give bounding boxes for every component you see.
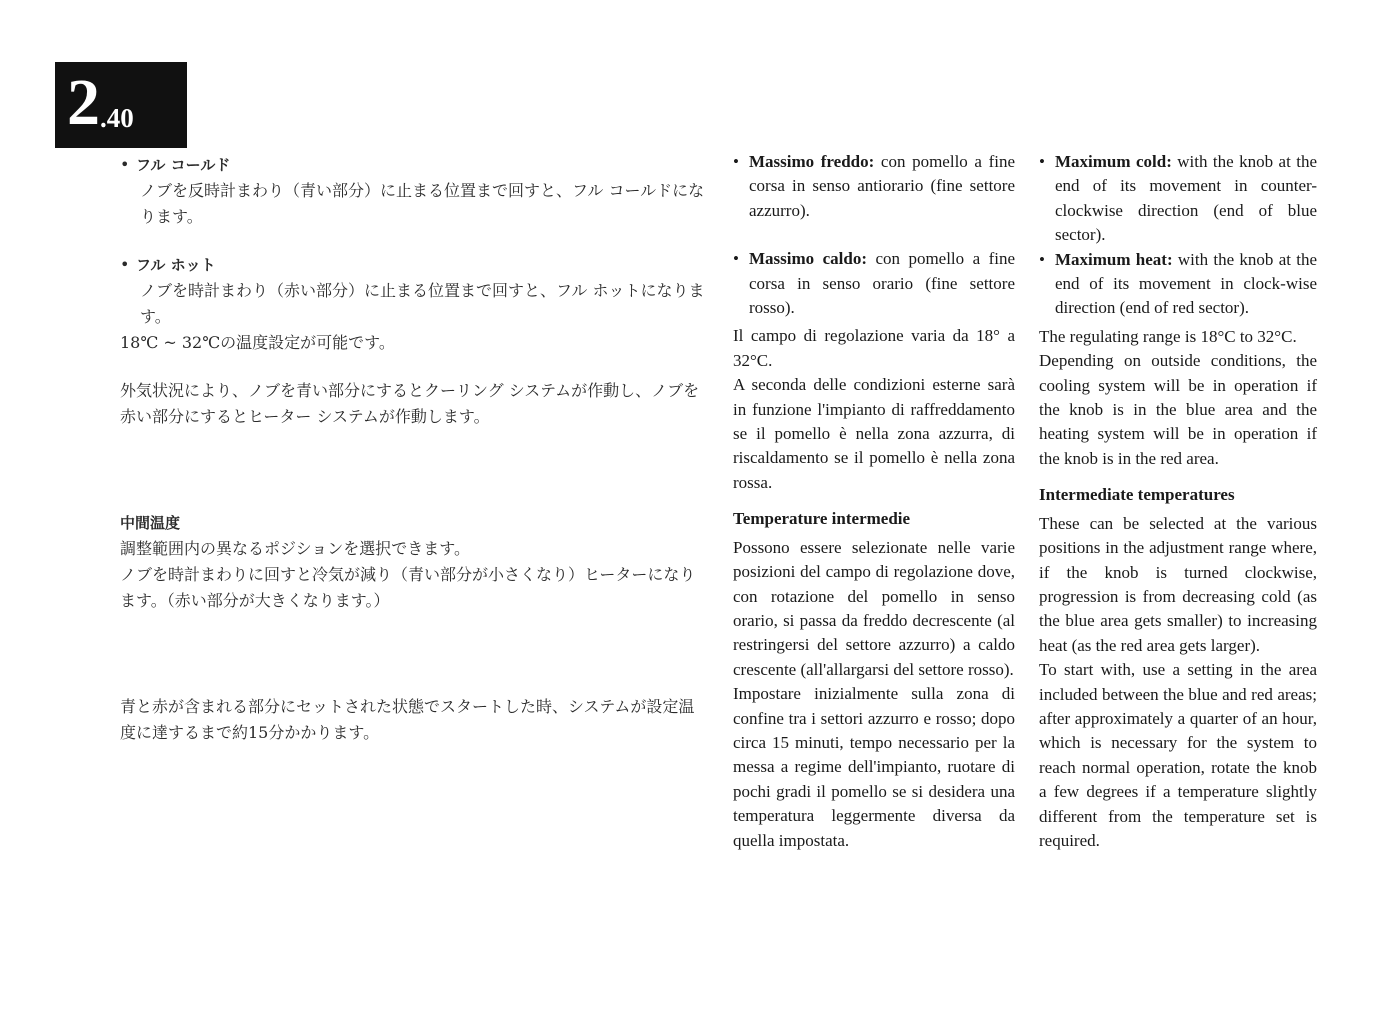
en-hot-item <box>1039 248 1317 321</box>
ja-start-text: 青と赤が含まれる部分にセットされた状態でスタートした時、システムが設定温度に達するまで約15分かかります。 <box>120 697 695 742</box>
ja-range-text: 18℃ ~ 32℃の温度設定が可能です。 <box>120 333 395 352</box>
ja-full-cold-text: ノブを反時計まわり（青い部分）に止まる位置まで回すと、フル コールドになります。 <box>140 181 705 226</box>
it-intermediate-title: Temperature intermedie <box>733 509 911 529</box>
bullet-dot: • <box>120 155 130 174</box>
ja-full-hot-title: フル ホット <box>136 256 216 274</box>
en-conditions-text: Depending on outside conditions, the cooling system will be in operation if the knob is in the blue area and the heating system will be in operation if the knob is in the red area. <box>1039 351 1317 468</box>
bullet-dot: • <box>120 255 130 274</box>
it-cold-label: Massimo freddo: <box>749 152 875 171</box>
en-range-text: The regulating range is 18°C to 32°C. <box>1039 326 1297 346</box>
it-conditions-text: A seconda delle condizioni esterne sarà in funzione l'impianto di raffreddamento se il pomello è nella zona azzurra, di riscaldamento se il pomello è nella zona rossa. <box>733 375 1015 492</box>
chapter-number: 2 <box>67 66 98 139</box>
bullet-dot: • <box>733 152 739 171</box>
it-cold-item <box>733 150 1015 223</box>
it-hot-text: con pomello a fine corsa in senso orario (fine settore rosso). <box>749 249 1016 318</box>
it-start-text: Impostare inizialmente sulla zona di confine tra i settori azzurro e rosso; dopo circa 15 minuti, tempo necessario per la messa a regime dell'impianto, ruotare di pochi gradi il pomello se si desidera una temperatura leggermente diversa da quella impostata. <box>733 684 1015 850</box>
ja-full-hot <box>120 252 710 330</box>
badge-underline <box>55 144 187 148</box>
bullet-dot: • <box>733 249 739 269</box>
ja-full-cold <box>120 152 710 230</box>
page-number: .40 <box>100 103 134 133</box>
italian-column <box>733 150 1015 853</box>
bullet-dot: • <box>1039 249 1045 269</box>
ja-intermediate-text-1: 調整範囲内の異なるポジションを選択できます。 <box>120 539 471 558</box>
ja-full-cold-title: フル コールド <box>136 156 231 174</box>
en-start-text: To start with, use a setting in the area included between the blue and red areas; after approximately a quarter of an hour, which is necessary for the system to reach normal operation, rotate the knob a few degrees if a temperature slightly different from the temperature set is required. <box>1039 660 1317 850</box>
page-number-badge <box>55 62 187 144</box>
it-hot-item <box>733 247 1015 320</box>
en-hot-label: Maximum heat: <box>1055 249 1173 269</box>
en-cold-label: Maximum cold: <box>1055 152 1172 171</box>
en-cold-text: with the knob at the end of its movement in counter-clockwise direction (end of blue sector). <box>1055 152 1317 245</box>
ja-full-hot-text: ノブを時計まわり（赤い部分）に止まる位置まで回すと、フル ホットになります。 <box>140 281 705 326</box>
english-column <box>1039 150 1317 853</box>
en-hot-text: with the knob at the end of its movement in clock-wise direction (end of red sector). <box>1055 249 1317 318</box>
en-cold-item <box>1039 150 1317 248</box>
ja-intermediate-text-2: ノブを時計まわりに回すと冷気が減り（青い部分が小さくなり）ヒーターになります。（赤い部分が大きくなります。） <box>120 565 696 610</box>
ja-conditions-text: 外気状況により、ノブを青い部分にするとクーリング システムが作動し、ノブを赤い部分にするとヒーター システムが作動します。 <box>120 381 700 426</box>
it-hot-label: Massimo caldo: <box>749 249 867 269</box>
it-range-text: Il campo di regolazione varia da 18° a 32°C. <box>733 326 1015 370</box>
en-intermediate-text: These can be selected at the various positions in the adjustment range where, if the knob is turned clockwise, progression is from decreasing cold (as the blue area gets smaller) to increasing heat (as the red area gets larger). <box>1039 513 1317 655</box>
ja-intermediate-title: 中間温度 <box>120 514 181 532</box>
bullet-dot: • <box>1039 152 1045 171</box>
it-cold-text: con pomello a fine corsa in senso antiorario (fine settore azzurro). <box>749 152 1015 220</box>
en-intermediate-title: Intermediate temperatures <box>1039 485 1235 505</box>
it-intermediate-text: Possono essere selezionate nelle varie posizioni del campo di regolazione dove, con rotazione del pomello in senso orario, si passa da freddo decrescente (al restringersi del settore azzurro) a caldo crescente (all'allargarsi del settore rosso). <box>733 537 1015 679</box>
japanese-column <box>120 150 710 746</box>
